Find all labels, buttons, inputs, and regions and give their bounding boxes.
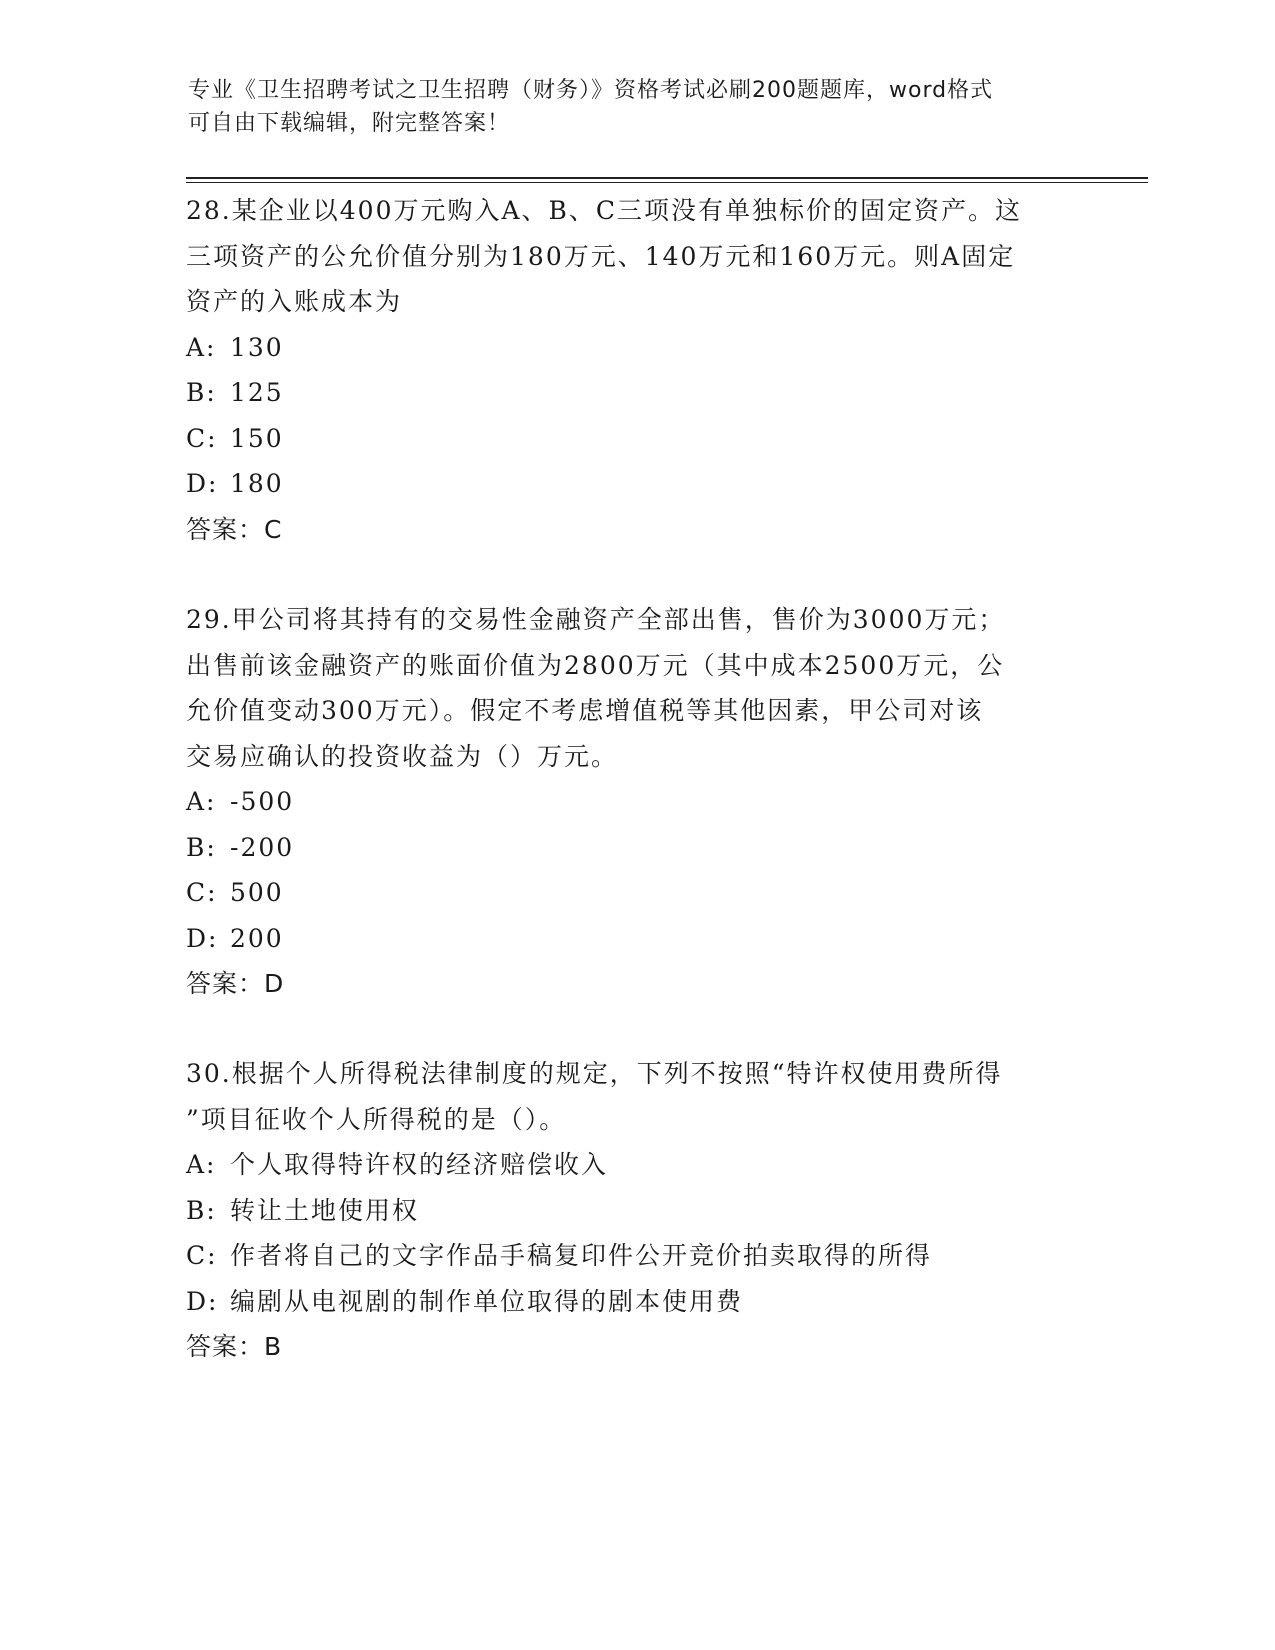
question-stem-line: 30.根据个人所得税法律制度的规定，下列不按照“特许权使用费所得 [186,1059,1003,1088]
header-divider [186,177,1148,179]
option-b [186,1188,1076,1234]
answer-label: 答案：C [186,514,283,544]
option-d [186,461,1076,507]
option-letter: D: [186,469,219,498]
option-text: 500 [230,878,284,907]
question-stem-line: ”项目征收个人所得税的是（）。 [186,1104,567,1134]
option-c [186,870,1076,916]
option-c [186,416,1076,462]
header-divider [186,182,1148,183]
option-letter: B: [186,832,217,862]
question-stem-line: 28.某企业以400万元购入A、B、C三项没有单独标价的固定资产。这 [186,196,1023,225]
question-stem-line: 允价值变动300万元）。假定不考虑增值税等其他因素，甲公司对该 [186,696,984,725]
option-a [186,1142,1076,1188]
question-30 [186,1051,1076,1370]
question-stem-line: 29.甲公司将其持有的交易性金融资产全部出售，售价为3000万元； [186,605,1006,634]
option-b [186,370,1076,416]
option-text: 130 [230,332,284,362]
option-text: 125 [230,378,284,407]
option-text: -500 [230,787,295,816]
option-text: -200 [230,832,295,862]
option-letter: C: [186,1241,218,1270]
option-letter: D: [186,923,219,953]
option-d [186,1279,1076,1325]
option-letter: B: [186,1195,217,1225]
header-line: 专业《卫生招聘考试之卫生招聘（财务）》资格考试必刷200题题库，word格式 [188,78,994,103]
option-text: 180 [230,469,284,498]
option-b [186,825,1076,871]
answer-label: 答案：B [186,1332,283,1361]
question-stem-line: 交易应确认的投资收益为（）万元。 [186,741,619,771]
question-stem-line: 出售前该金融资产的账面价值为2800万元（其中成本2500万元，公 [186,650,1005,680]
question-29 [186,597,1076,1007]
question-stem-line: 资产的入账成本为 [186,287,403,316]
option-text: 编剧从电视剧的制作单位取得的剧本使用费 [230,1286,744,1316]
option-letter: C: [186,423,218,453]
option-letter: A: [186,332,217,362]
option-letter: A: [186,1150,217,1179]
option-a [186,779,1076,825]
option-text: 150 [230,423,284,453]
option-text: 转让土地使用权 [230,1195,420,1225]
option-d [186,916,1076,962]
option-text: 个人取得特许权的经济赔偿收入 [230,1150,609,1179]
document-header [188,74,1068,140]
option-letter: A: [186,787,217,816]
option-text: 作者将自己的文字作品手稿复印件公开竞价拍卖取得的所得 [230,1241,933,1270]
question-28 [186,188,1076,552]
option-text: 200 [230,923,284,953]
option-letter: C: [186,878,218,907]
question-stem-line: 三项资产的公允价值分别为180万元、140万元和160万元。则A固定 [186,241,1016,271]
option-c [186,1233,1076,1279]
option-letter: D: [186,1286,219,1316]
header-line: 可自由下载编辑，附完整答案！ [188,111,511,136]
option-letter: B: [186,378,217,407]
option-a [186,325,1076,371]
answer-label: 答案：D [186,969,285,998]
